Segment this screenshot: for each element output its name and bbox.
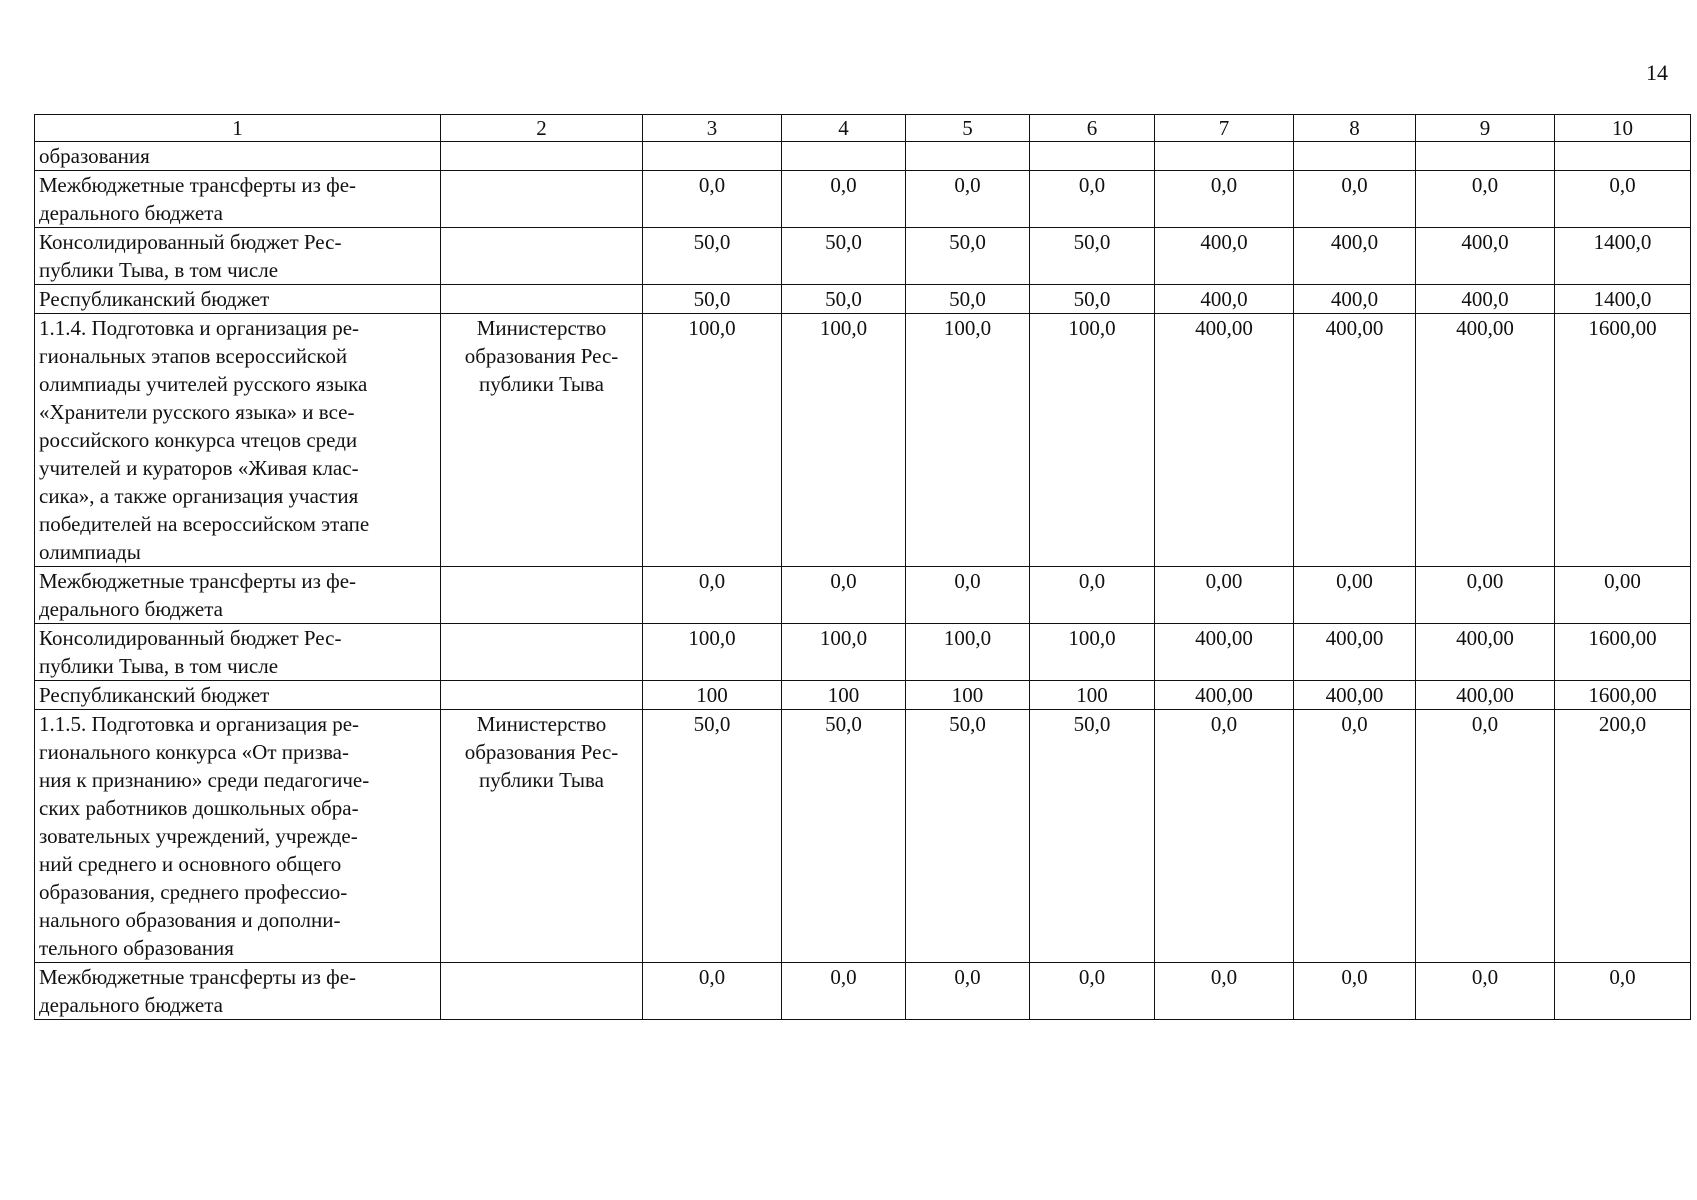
value-cell-col-3 xyxy=(643,142,782,171)
value-cell-col-3: 0,0 xyxy=(643,963,782,1020)
table-row xyxy=(35,710,1691,963)
value-cell-col-6: 0,0 xyxy=(1030,171,1155,228)
row-description: 1.1.5. Подготовка и организация ре- гионального конкурса «От призва- ния к признанию» среди педагогиче- ских работников дошкольных обра- зовательных учреждений, учрежде- ний среднего и основного общего образования, среднего профессио- нального образования и дополни- тельного образования xyxy=(35,710,441,963)
value-cell-col-3: 50,0 xyxy=(643,285,782,314)
table-row xyxy=(35,963,1691,1020)
value-cell-col-8: 0,0 xyxy=(1294,171,1416,228)
table-row xyxy=(35,314,1691,567)
value-cell-col-3: 50,0 xyxy=(643,710,782,963)
value-cell-col-5: 0,0 xyxy=(906,567,1030,624)
value-cell-col-4: 0,0 xyxy=(782,963,906,1020)
value-cell-col-4: 100 xyxy=(782,681,906,710)
column-header-1: 1 xyxy=(35,115,441,142)
responsible-executor xyxy=(441,624,643,681)
column-header-7: 7 xyxy=(1155,115,1294,142)
value-cell-col-8: 0,00 xyxy=(1294,567,1416,624)
row-description: образования xyxy=(35,142,441,171)
value-cell-col-10: 0,00 xyxy=(1555,567,1691,624)
value-cell-col-3: 100 xyxy=(643,681,782,710)
row-description: Консолидированный бюджет Рес- публики Тыва, в том числе xyxy=(35,228,441,285)
value-cell-col-8: 400,00 xyxy=(1294,681,1416,710)
value-cell-col-10: 0,0 xyxy=(1555,171,1691,228)
responsible-executor xyxy=(441,963,643,1020)
value-cell-col-9 xyxy=(1416,142,1555,171)
responsible-executor xyxy=(441,285,643,314)
value-cell-col-6: 100,0 xyxy=(1030,624,1155,681)
value-cell-col-7: 400,00 xyxy=(1155,314,1294,567)
value-cell-col-6: 50,0 xyxy=(1030,710,1155,963)
value-cell-col-7: 400,0 xyxy=(1155,228,1294,285)
value-cell-col-6: 50,0 xyxy=(1030,285,1155,314)
responsible-executor xyxy=(441,567,643,624)
value-cell-col-8: 0,0 xyxy=(1294,963,1416,1020)
value-cell-col-3: 100,0 xyxy=(643,624,782,681)
responsible-executor xyxy=(441,228,643,285)
responsible-executor xyxy=(441,171,643,228)
value-cell-col-4: 100,0 xyxy=(782,624,906,681)
value-cell-col-10 xyxy=(1555,142,1691,171)
value-cell-col-7: 0,0 xyxy=(1155,171,1294,228)
value-cell-col-7: 0,0 xyxy=(1155,963,1294,1020)
budget-table xyxy=(34,114,1691,1020)
value-cell-col-6: 100,0 xyxy=(1030,314,1155,567)
header-row xyxy=(35,115,1691,142)
value-cell-col-5: 0,0 xyxy=(906,963,1030,1020)
value-cell-col-6: 50,0 xyxy=(1030,228,1155,285)
table-row xyxy=(35,624,1691,681)
value-cell-col-9: 0,0 xyxy=(1416,963,1555,1020)
column-header-3: 3 xyxy=(643,115,782,142)
value-cell-col-5: 0,0 xyxy=(906,171,1030,228)
row-description: Межбюджетные трансферты из фе- дерального бюджета xyxy=(35,963,441,1020)
value-cell-col-9: 0,00 xyxy=(1416,567,1555,624)
value-cell-col-9: 400,0 xyxy=(1416,228,1555,285)
value-cell-col-8: 400,00 xyxy=(1294,624,1416,681)
value-cell-col-7 xyxy=(1155,142,1294,171)
table-row xyxy=(35,285,1691,314)
row-description: Республиканский бюджет xyxy=(35,681,441,710)
value-cell-col-10: 0,0 xyxy=(1555,963,1691,1020)
value-cell-col-6 xyxy=(1030,142,1155,171)
value-cell-col-8: 400,00 xyxy=(1294,314,1416,567)
value-cell-col-6: 0,0 xyxy=(1030,567,1155,624)
responsible-executor: Министерство образования Рес- публики Тыва xyxy=(441,314,643,567)
value-cell-col-10: 1400,0 xyxy=(1555,228,1691,285)
value-cell-col-5 xyxy=(906,142,1030,171)
row-description: Межбюджетные трансферты из фе- дерального бюджета xyxy=(35,171,441,228)
column-header-8: 8 xyxy=(1294,115,1416,142)
value-cell-col-10: 1600,00 xyxy=(1555,624,1691,681)
value-cell-col-8: 0,0 xyxy=(1294,710,1416,963)
value-cell-col-9: 400,00 xyxy=(1416,624,1555,681)
responsible-executor: Министерство образования Рес- публики Тыва xyxy=(441,710,643,963)
value-cell-col-7: 400,00 xyxy=(1155,681,1294,710)
value-cell-col-3: 0,0 xyxy=(643,567,782,624)
value-cell-col-10: 1600,00 xyxy=(1555,681,1691,710)
value-cell-col-9: 0,0 xyxy=(1416,710,1555,963)
value-cell-col-6: 100 xyxy=(1030,681,1155,710)
value-cell-col-9: 0,0 xyxy=(1416,171,1555,228)
value-cell-col-9: 400,00 xyxy=(1416,314,1555,567)
responsible-executor xyxy=(441,681,643,710)
value-cell-col-10: 1600,00 xyxy=(1555,314,1691,567)
column-header-2: 2 xyxy=(441,115,643,142)
value-cell-col-5: 100,0 xyxy=(906,314,1030,567)
value-cell-col-5: 50,0 xyxy=(906,285,1030,314)
value-cell-col-3: 0,0 xyxy=(643,171,782,228)
value-cell-col-9: 400,00 xyxy=(1416,681,1555,710)
table-row xyxy=(35,681,1691,710)
value-cell-col-7: 0,0 xyxy=(1155,710,1294,963)
value-cell-col-4: 100,0 xyxy=(782,314,906,567)
value-cell-col-5: 100,0 xyxy=(906,624,1030,681)
row-description: Межбюджетные трансферты из фе- дерального бюджета xyxy=(35,567,441,624)
value-cell-col-8: 400,0 xyxy=(1294,228,1416,285)
value-cell-col-10: 200,0 xyxy=(1555,710,1691,963)
value-cell-col-7: 400,00 xyxy=(1155,624,1294,681)
row-description: Консолидированный бюджет Рес- публики Тыва, в том числе xyxy=(35,624,441,681)
value-cell-col-10: 1400,0 xyxy=(1555,285,1691,314)
value-cell-col-5: 50,0 xyxy=(906,710,1030,963)
value-cell-col-9: 400,0 xyxy=(1416,285,1555,314)
value-cell-col-3: 50,0 xyxy=(643,228,782,285)
value-cell-col-4: 50,0 xyxy=(782,285,906,314)
value-cell-col-4: 50,0 xyxy=(782,228,906,285)
row-description: Республиканский бюджет xyxy=(35,285,441,314)
column-header-5: 5 xyxy=(906,115,1030,142)
table-row xyxy=(35,567,1691,624)
column-header-10: 10 xyxy=(1555,115,1691,142)
column-header-6: 6 xyxy=(1030,115,1155,142)
value-cell-col-8: 400,0 xyxy=(1294,285,1416,314)
row-description: 1.1.4. Подготовка и организация ре- гиональных этапов всероссийской олимпиады учителей русского языка «Хранители русского языка» и все- российского конкурса чтецов среди учителей и кураторов «Живая клас- сика», а также организация участия победителей на всероссийском этапе олимпиады xyxy=(35,314,441,567)
value-cell-col-6: 0,0 xyxy=(1030,963,1155,1020)
table-row xyxy=(35,171,1691,228)
table-row xyxy=(35,228,1691,285)
column-header-4: 4 xyxy=(782,115,906,142)
value-cell-col-8 xyxy=(1294,142,1416,171)
value-cell-col-4: 0,0 xyxy=(782,171,906,228)
value-cell-col-4 xyxy=(782,142,906,171)
table-row xyxy=(35,142,1691,171)
value-cell-col-4: 0,0 xyxy=(782,567,906,624)
value-cell-col-7: 0,00 xyxy=(1155,567,1294,624)
value-cell-col-5: 50,0 xyxy=(906,228,1030,285)
column-header-9: 9 xyxy=(1416,115,1555,142)
value-cell-col-4: 50,0 xyxy=(782,710,906,963)
value-cell-col-5: 100 xyxy=(906,681,1030,710)
value-cell-col-3: 100,0 xyxy=(643,314,782,567)
responsible-executor xyxy=(441,142,643,171)
value-cell-col-7: 400,0 xyxy=(1155,285,1294,314)
page-number: 14 xyxy=(1646,60,1668,85)
